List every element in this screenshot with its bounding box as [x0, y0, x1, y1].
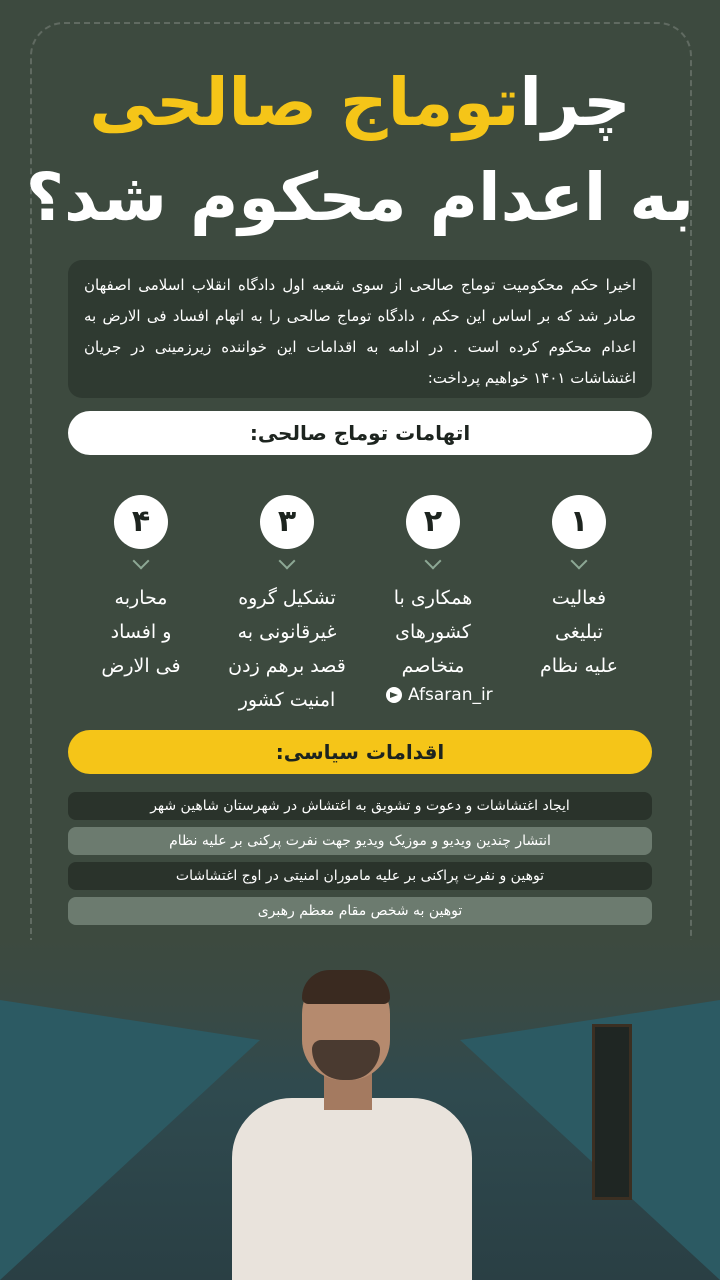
corridor-photo: [0, 940, 720, 1280]
action-item: انتشار چندین ویدیو و موزیک ویدیو جهت نفرت پرکنی بر علیه نظام: [68, 827, 652, 855]
action-item: توهین به شخص مقام معظم رهبری: [68, 897, 652, 925]
action-item: ایجاد اغتشاشات و دعوت و تشویق به اغتشاش در شهرستان شاهین شهر: [68, 792, 652, 820]
charge-item-2: [360, 495, 506, 683]
person-portrait: [232, 970, 472, 1280]
handle-text: Afsaran_ir: [408, 685, 493, 705]
charge-item-3: [214, 495, 360, 717]
chevron-down-icon: [133, 553, 150, 570]
charge-number-badge: ۱: [552, 495, 606, 549]
charge-item-1: [506, 495, 652, 683]
charge-number-badge: ۲: [406, 495, 460, 549]
charge-number-badge: ۴: [114, 495, 168, 549]
title-line-2: به اعدام محکوم شد؟: [25, 159, 695, 236]
telegram-handle[interactable]: [386, 684, 493, 706]
intro-paragraph: اخیرا حکم محکومیت توماج صالحی از سوی شعبه اول دادگاه انقلاب اسلامی اصفهان صادر شد که بر اساس این حکم ، دادگاه توماج صالحی را به اتهام افساد فی الارض به اعدام محکوم کرده است . در ادامه به اقدامات این خواننده زیرزمینی در جریان اغتشاشات ۱۴۰۱ خواهیم پرداخت:: [68, 260, 652, 398]
charges-heading: اتهامات توماج صالحی:: [68, 411, 652, 455]
charges-list: [68, 495, 652, 715]
chevron-down-icon: [279, 553, 296, 570]
charge-text: محاربه و افساد فی الارض: [101, 587, 181, 677]
wall-picture-frame: [592, 1024, 632, 1200]
title-word-chera: چرا: [519, 64, 631, 141]
charge-number-badge: ۳: [260, 495, 314, 549]
chevron-down-icon: [425, 553, 442, 570]
corridor-wall-right: [460, 1000, 720, 1280]
charge-item-4: [68, 495, 214, 683]
charge-text: همکاری با کشورهای متخاصم: [393, 587, 473, 677]
corridor-wall-left: [0, 1000, 260, 1280]
person-hair: [302, 970, 390, 1004]
telegram-icon: [386, 687, 402, 703]
charge-text: فعالیت تبلیغی علیه نظام: [539, 587, 618, 677]
actions-heading: اقدامات سیاسی:: [68, 730, 652, 774]
chevron-down-icon: [571, 553, 588, 570]
person-shirt: [232, 1098, 472, 1280]
title-name: توماج صالحی: [89, 64, 520, 141]
action-item: توهین و نفرت پراکنی بر علیه ماموران امنیتی در اوج اغتشاشات: [68, 862, 652, 890]
title-line-1: [0, 64, 720, 141]
actions-list: [68, 792, 652, 932]
charge-text: تشکیل گروه غیرقانونی به قصد برهم زدن امنیت کشور: [228, 587, 346, 711]
